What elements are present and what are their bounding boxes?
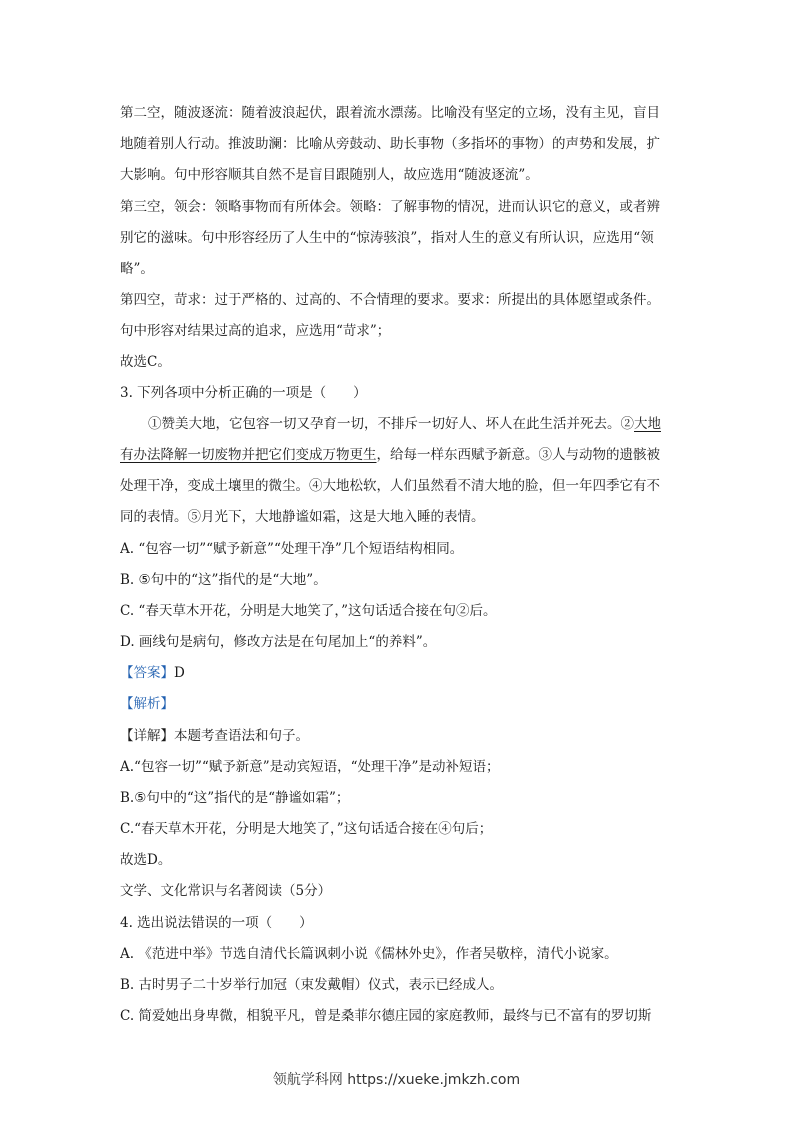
emphasis-char: 处 — [120, 478, 134, 494]
underlined-sentence: 大地 — [634, 416, 661, 432]
detail-a: A.“包容一切”“赋予新意”是动宾短语，“处理干净”是动补短语； — [120, 759, 500, 775]
passage-line-2 — [120, 445, 680, 465]
q4-option-a: A. 《范进中举》节选自清代长篇讽刺小说《儒林外史》，作者吴敬梓，清代小说家。 — [120, 946, 618, 962]
emphasis-char: 予 — [484, 447, 498, 463]
analysis-line-6: 略”。 — [120, 261, 154, 277]
detail-intro: 【详解】本题考查语法和句子。 — [120, 728, 309, 744]
analysis-label: 【解析】 — [120, 696, 174, 712]
option-c: C. “春天草木开花，分明是大地笑了，”这句话适合接在句②后。 — [120, 603, 497, 619]
emphasis-char: 新 — [498, 447, 512, 463]
analysis-line-3: 大影响。句中形容顺其自然不是盲目跟随别人，故应选用“随波逐流”。 — [120, 167, 539, 183]
section-heading: 文学、文化常识与名著阅读（5分） — [120, 883, 332, 899]
passage-text: ，变成土壤里的微尘。④大地松软，人们虽然看不清大地的脸，但一年四季它有不 — [174, 478, 660, 494]
passage-text: 。③人与动物的遗骸被 — [525, 447, 660, 463]
question-4-stem: 4. 选出说法错误的一项（ ） — [120, 915, 313, 931]
emphasis-char: 意 — [511, 447, 525, 463]
emphasis-char: 理 — [133, 478, 147, 494]
emphasis-char: 净 — [160, 478, 174, 494]
passage-line-4 — [120, 507, 680, 527]
answer-label: 【答案】 — [120, 665, 174, 681]
analysis-line-8: 句中形容对结果过高的追求，应选用“苛求”； — [120, 323, 391, 339]
analysis-line-7: 第四空，苛求：过于严格的、过高的、不合情理的要求。要求：所提出的具体愿望或条件。 — [120, 292, 660, 308]
analysis-line-5: 别它的滋味。句中形容经历了人生中的“惊涛骇浪”，指对人生的意义有所认识，应选用“领 — [120, 230, 654, 246]
option-d: D. 画线句是病句，修改方法是在句尾加上“的养料”。 — [120, 634, 437, 650]
detail-c: C.“春天草木开花，分明是大地笑了，”这句话适合接在④句后； — [120, 821, 493, 837]
q4-option-c: C. 简爱她出身卑微，相貌平凡，曾是桑菲尔德庄园的家庭教师，最终与已不富有的罗切斯 — [120, 1008, 652, 1024]
option-b: B. ⑤句中的“这”指代的是“大地”。 — [120, 572, 327, 588]
detail-b: B.⑤句中的“这”指代的是“静谧如霜”； — [120, 790, 350, 806]
option-a: A. “包容一切”“赋予新意”“处理干净”几个短语结构相同。 — [120, 541, 464, 557]
passage-line-1 — [148, 414, 680, 434]
passage-text: 同的表情。⑤月光下，大地静谧如霜， — [120, 509, 350, 525]
emphasis-char: 这 — [349, 509, 363, 525]
passage-text: ，给每一样东西 — [376, 447, 471, 463]
answer-value: D — [174, 665, 185, 681]
passage-text: 是大地入睡的表情。 — [363, 509, 485, 525]
conclusion-line: 故选C。 — [120, 354, 171, 370]
answer-line — [120, 663, 680, 683]
passage-line-3 — [120, 476, 680, 496]
analysis-line-4: 第三空，领会：领略事物而有所体会。领略：了解事物的情况，进而认识它的意义，或者辨 — [120, 199, 660, 215]
conclusion-line-2: 故选D。 — [120, 852, 172, 868]
question-3-stem: 3. 下列各项中分析正确的一项是（ ） — [120, 385, 367, 401]
analysis-line-2: 地随着别人行动。推波助澜：比喻从旁鼓动、助长事物（多指坏的事物）的声势和发展，扩 — [120, 136, 660, 152]
emphasis-char: 赋 — [471, 447, 485, 463]
analysis-line-1: 第二空，随波逐流：随着波浪起伏，跟着流水漂荡。比喻没有坚定的立场，没有主见，盲目 — [120, 105, 660, 121]
underlined-sentence: 有办法降解一切废物并把它们变成万物更生 — [120, 447, 377, 463]
passage-text: ①赞美大地，它包容一切又孕育一切，不排斥一切好人、坏人在此生活并死去。② — [148, 416, 634, 432]
q4-option-b: B. 古时男子二十岁举行加冠（束发戴帽）仪式，表示已经成人。 — [120, 977, 504, 993]
page-footer: 领航学科网 https://xueke.jmkzh.com — [272, 1072, 521, 1088]
emphasis-char: 干 — [147, 478, 161, 494]
